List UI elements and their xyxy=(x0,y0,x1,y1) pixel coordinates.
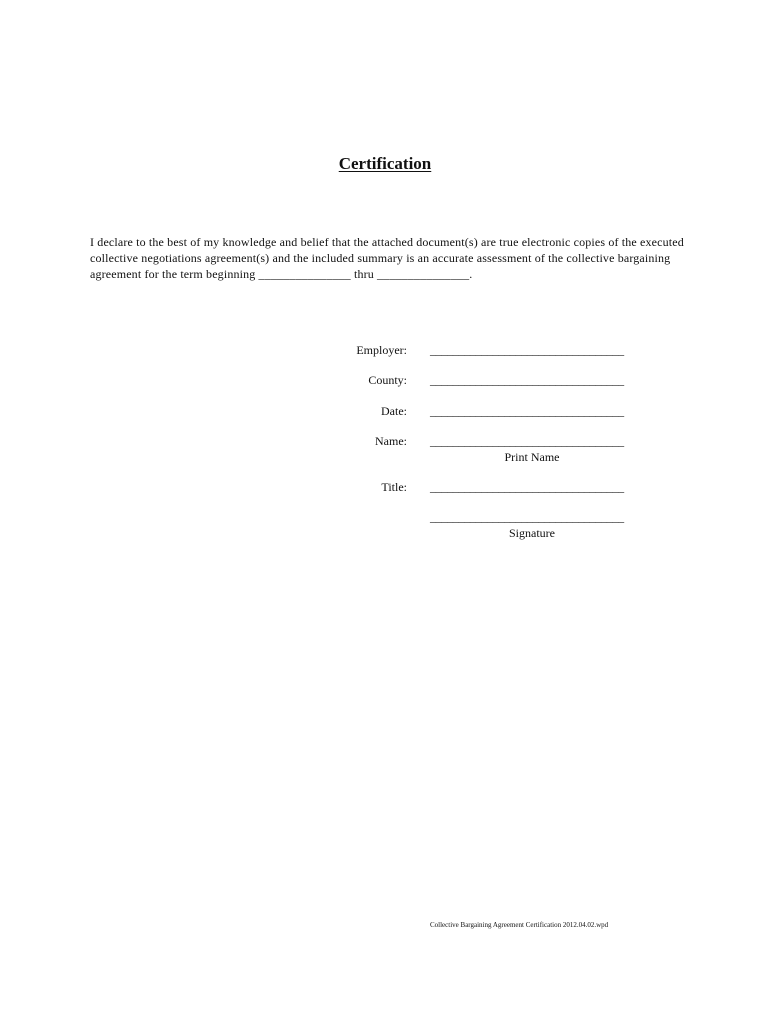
title-label: Title: xyxy=(381,480,407,494)
county-line[interactable]: __________________________________ xyxy=(430,373,624,387)
declaration-paragraph: I declare to the best of my knowledge and belief that the attached document(s) are true electronic copies of the executed collective negotiations agreement(s) and the included summary is an accurate assessment of the collective bargaining agreement for the term beginning _______________ thru _______________. xyxy=(90,235,684,281)
signature-line[interactable]: __________________________________ xyxy=(430,510,624,524)
signature-caption: Signature xyxy=(509,526,555,540)
footer-filename: Collective Bargaining Agreement Certification 2012.04.02.wpd xyxy=(430,921,609,929)
name-line[interactable]: __________________________________ xyxy=(430,434,624,448)
name-label: Name: xyxy=(375,434,407,448)
print-name-caption: Print Name xyxy=(504,450,560,464)
county-label: County: xyxy=(368,373,407,387)
employer-line[interactable]: __________________________________ xyxy=(430,343,624,357)
title-line[interactable]: __________________________________ xyxy=(430,480,624,494)
document-title: Certification xyxy=(338,154,432,173)
date-line[interactable]: __________________________________ xyxy=(430,404,624,418)
date-label: Date: xyxy=(381,404,407,418)
employer-label: Employer: xyxy=(356,343,407,357)
